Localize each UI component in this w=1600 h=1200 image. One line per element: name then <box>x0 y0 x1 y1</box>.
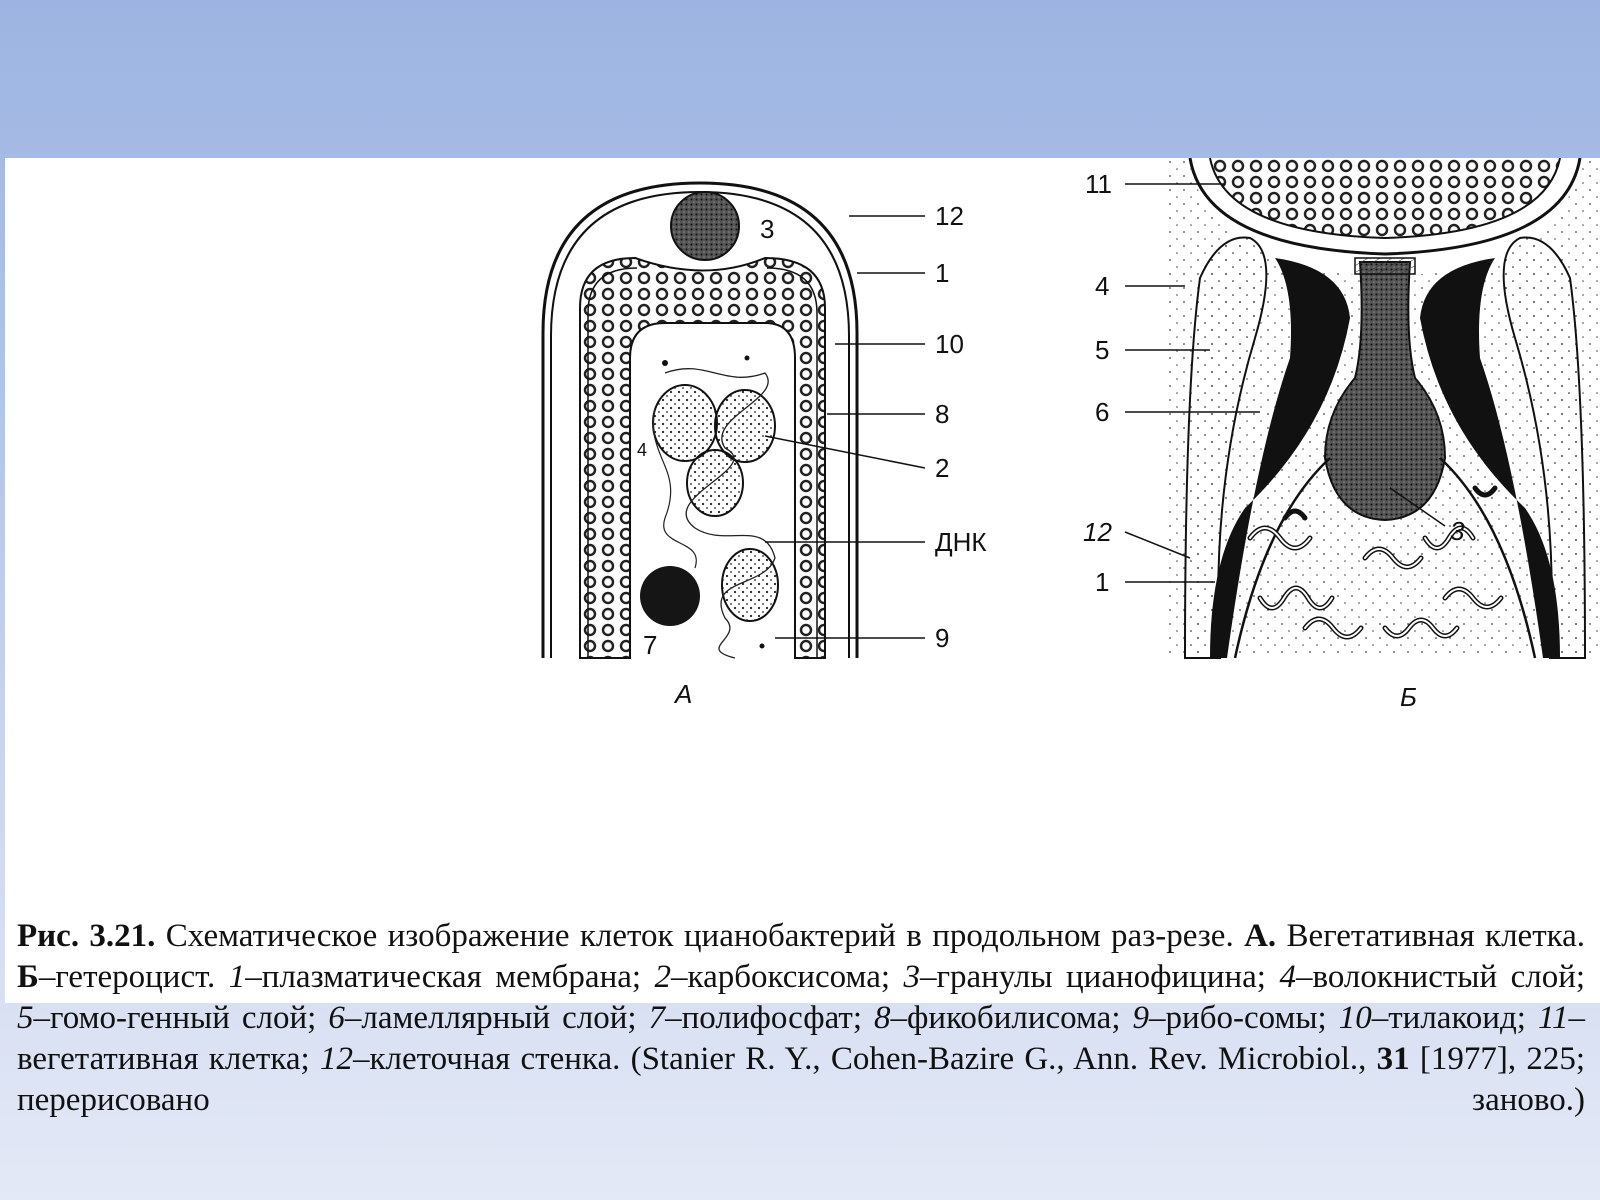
label-dna-a: ДНК <box>935 527 987 557</box>
label-1-a: 1 <box>935 258 950 288</box>
caption-part-b-text: –гетероцист. <box>38 959 216 995</box>
caption-item-text: –волокнистый слой; <box>1295 959 1586 995</box>
panel-b-label: Б <box>1400 682 1417 712</box>
label-8-a: 8 <box>935 399 950 429</box>
caption-item-text: –клеточная стенка. <box>352 1041 621 1077</box>
label-3-a: 3 <box>760 214 775 244</box>
caption-item-num: 9 <box>1132 1000 1150 1036</box>
caption-part-a-text: Вегетативная клетка. <box>1286 918 1586 954</box>
figure-panel <box>5 158 1600 1118</box>
caption-item-num: 10 <box>1338 1000 1372 1036</box>
label-10-a: 10 <box>935 329 964 359</box>
caption-item-num: 2 <box>654 959 672 995</box>
panel-b-heterocyst <box>1083 158 1600 712</box>
label-6-b: 6 <box>1095 397 1110 427</box>
caption-item-num: 6 <box>328 1000 345 1036</box>
label-7-a: 7 <box>643 630 658 660</box>
caption-item-num: 1 <box>228 959 246 995</box>
label-2-a: 2 <box>935 453 950 483</box>
cell-diagram <box>5 158 1600 878</box>
caption-item-text: –гранулы цианофицина; <box>920 959 1266 995</box>
label-12-a: 12 <box>935 201 964 231</box>
caption-item-text: –вегетативная клетка; <box>17 1000 1586 1077</box>
label-3-b: 3 <box>1450 516 1465 546</box>
caption-part-a-label: А. <box>1244 918 1277 954</box>
label-4-a: 4 <box>637 440 648 460</box>
figure-caption <box>17 916 1585 1121</box>
caption-item-num: 3 <box>903 959 920 995</box>
caption-item-num: 12 <box>319 1041 353 1077</box>
label-5-b: 5 <box>1095 335 1110 365</box>
label-4-b: 4 <box>1095 271 1110 301</box>
label-12-b: 12 <box>1083 517 1112 547</box>
caption-item-num: 4 <box>1279 959 1296 995</box>
label-1-b: 1 <box>1095 567 1110 597</box>
caption-title: Схематическое изображение клеток цианобактерий в продольном раз-резе. <box>165 918 1234 954</box>
caption-reference: (Stanier R. Y., Cohen-Bazire G., Ann. Rev. Microbiol., <box>630 1041 1367 1077</box>
caption-fig-label: Рис. 3.21. <box>17 918 156 954</box>
caption-item-text: –гомо-генный слой; <box>33 1000 317 1036</box>
caption-item-text: –карбоксисома; <box>671 959 891 995</box>
caption-item-text: –плазматическая мембрана; <box>245 959 642 995</box>
caption-item-num: 11 <box>1537 1000 1569 1036</box>
caption-item-text: –ламеллярный слой; <box>344 1000 637 1036</box>
caption-item-text: –полифосфат; <box>665 1000 862 1036</box>
caption-item-num: 5 <box>17 1000 34 1036</box>
caption-ref-volume: 31 <box>1376 1041 1410 1077</box>
caption-item-text: –тилакоид; <box>1371 1000 1526 1036</box>
caption-part-b-label: Б <box>17 959 39 995</box>
panel-a-vegetative-cell <box>543 183 987 709</box>
label-9-a: 9 <box>935 623 950 653</box>
caption-ref-tail: [1977], 225; перерисовано заново.) <box>17 1041 1585 1118</box>
caption-item-text: –рибо-сомы; <box>1149 1000 1327 1036</box>
panel-a-label: А <box>675 679 693 709</box>
caption-item-text: –фикобилисома; <box>890 1000 1121 1036</box>
caption-item-num: 7 <box>648 1000 666 1036</box>
label-11-b: 11 <box>1085 169 1112 199</box>
caption-item-num: 8 <box>874 1000 891 1036</box>
